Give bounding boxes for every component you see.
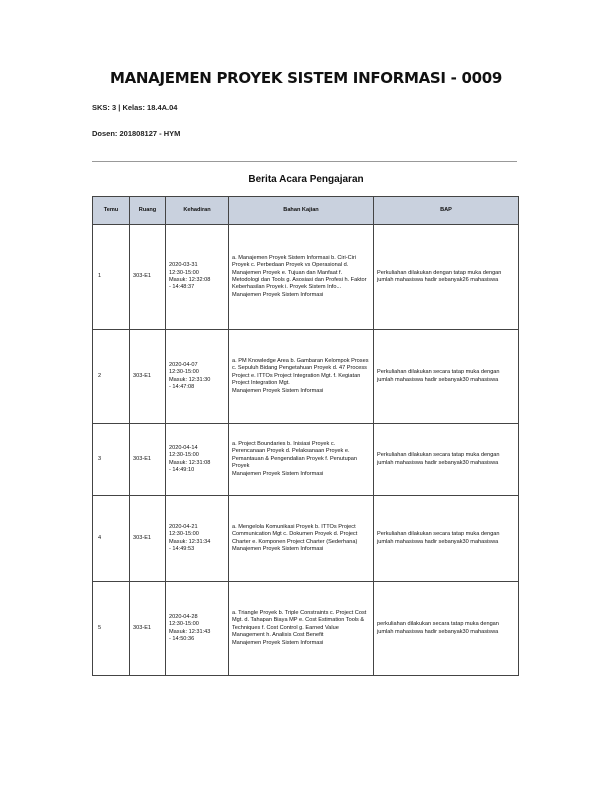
column-header-bap: BAP [374, 197, 519, 225]
kehadiran-date: 2020-04-07 [169, 361, 198, 368]
column-header-kehadiran: Kehadiran [166, 197, 229, 225]
cell-kehadiran [166, 225, 229, 330]
divider [92, 161, 517, 162]
sks-kelas-info: SKS: 3 | Kelas: 18.4A.04 [92, 103, 178, 112]
cell-temu: 5 [93, 582, 130, 676]
cell-temu: 3 [93, 424, 130, 496]
cell-temu: 1 [93, 225, 130, 330]
cell-ruang: 303-E1 [130, 330, 166, 424]
kehadiran-keluar: - 14:47:08 [169, 383, 195, 390]
cell-bahan-kajian [229, 496, 374, 582]
column-header-ruang: Ruang [130, 197, 166, 225]
bahan-kajian-text: a. Mengelola Komunikasi Proyek b. ITTOs Project Communication Mgt c. Dokumen Proyek d. Project Charter e. Komponen Project Charter (Sederhana) [232, 523, 358, 545]
bahan-kajian-text: a. Manajemen Proyek Sistem Informasi b. Ciri-Ciri Proyek c. Perbedaan Proyek vs Operasional d. Manajemen Proyek e. Tujuan dan Manfaat f. Metodologi dan Tools g. Asosiasi dan Profesi h. Faktor Keberhasilan Proyek i. Proyek Sistem Info... [232, 254, 367, 291]
kehadiran-keluar: - 14:50:36 [169, 635, 195, 642]
kehadiran-masuk: Masuk: 12:31:08 [169, 459, 211, 466]
column-header-bahan-kajian: Bahan Kajian [229, 197, 374, 225]
kehadiran-masuk: Masuk: 12:31:43 [169, 628, 211, 635]
kehadiran-time: 12:30-15:00 [169, 621, 199, 628]
cell-bahan-kajian [229, 330, 374, 424]
page-title: MANAJEMEN PROYEK SISTEM INFORMASI - 0009 [109, 69, 503, 87]
column-header-temu: Temu [93, 197, 130, 225]
kehadiran-keluar: - 14:48:37 [169, 284, 195, 291]
kehadiran-keluar: - 14:49:10 [169, 466, 195, 473]
cell-ruang: 303-E1 [130, 496, 166, 582]
cell-bahan-kajian [229, 582, 374, 676]
table-row [93, 225, 519, 330]
kehadiran-time: 12:30-15:00 [169, 452, 199, 459]
bahan-kajian-course: Manajemen Proyek Sistem Informasi [232, 387, 324, 394]
kehadiran-masuk: Masuk: 12:31:34 [169, 538, 211, 545]
bahan-kajian-text: a. Project Boundaries b. Inisiasi Proyek c. Perencanaan Proyek d. Pelaksanaan Proyek e. Pemantauan & Pengendalian Proyek f. Penutupan Proyek [232, 440, 358, 470]
cell-ruang: 303-E1 [130, 424, 166, 496]
cell-ruang: 303-E1 [130, 225, 166, 330]
cell-kehadiran [166, 424, 229, 496]
bahan-kajian-text: a. PM Knowledge Area b. Gambaran Kelompok Proses c. Sepuluh Bidang Pengetahuan Proyek d. 47 Process Project e. ITTOs Project Integration Mgt. f. Kegiatan Project Integration Mgt. [232, 357, 369, 387]
cell-bap: Perkuliahan dilakukan secara tatap muka dengan jumlah mahasiswa hadir sebanyak30 mahasiswa [374, 330, 519, 424]
bahan-kajian-course: Manajemen Proyek Sistem Informasi [232, 639, 324, 646]
cell-bahan-kajian [229, 424, 374, 496]
cell-bap: Perkuliahan dilakukan secara tatap muka dengan jumlah mahasiswa hadir sebanyak30 mahasiswa [374, 424, 519, 496]
cell-temu: 2 [93, 330, 130, 424]
bahan-kajian-text: a. Triangle Proyek b. Triple Constraints c. Project Cost Mgt. d. Tahapan Biaya MP e. Cost Estimation Tools & Techniques f. Cost Control g. Earned Value Management h. Analisis Cost Benefit [232, 609, 367, 639]
cell-kehadiran [166, 582, 229, 676]
kehadiran-time: 12:30-15:00 [169, 531, 199, 538]
table-row [93, 424, 519, 496]
section-title: Berita Acara Pengajaran [248, 174, 364, 185]
kehadiran-date: 2020-04-21 [169, 523, 198, 530]
kehadiran-keluar: - 14:49:53 [169, 545, 195, 552]
kehadiran-date: 2020-04-28 [169, 613, 198, 620]
kehadiran-time: 12:30-15:00 [169, 269, 199, 276]
kehadiran-time: 12:30-15:00 [169, 369, 199, 376]
table-header-row [93, 197, 519, 225]
bahan-kajian-course: Manajemen Proyek Sistem Informasi [232, 545, 324, 552]
table-row [93, 330, 519, 424]
table-row [93, 582, 519, 676]
dosen-info: Dosen: 201808127 - HYM [92, 129, 181, 138]
bahan-kajian-course: Manajemen Proyek Sistem Informasi [232, 291, 324, 298]
kehadiran-date: 2020-04-14 [169, 444, 198, 451]
cell-ruang: 303-E1 [130, 582, 166, 676]
bahan-kajian-course: Manajemen Proyek Sistem Informasi [232, 470, 324, 477]
cell-bahan-kajian [229, 225, 374, 330]
kehadiran-date: 2020-03-31 [169, 262, 198, 269]
table-row [93, 496, 519, 582]
cell-kehadiran [166, 496, 229, 582]
cell-temu: 4 [93, 496, 130, 582]
cell-kehadiran [166, 330, 229, 424]
kehadiran-masuk: Masuk: 12:32:08 [169, 277, 211, 283]
cell-bap: perkuliahan dilakukan secara tatap muka dengan jumlah mahasiswa hadir sebanyak30 mahasiswa [374, 582, 519, 676]
cell-bap: Perkuliahan dilakukan secara tatap muka dengan jumlah mahasiswa hadir sebanyak30 mahasiswa [374, 496, 519, 582]
bap-table [92, 196, 519, 676]
cell-bap: Perkuliahan dilakukan dengan tatap muka dengan jumlah mahasiswa hadir sebanyak26 mahasiswa [374, 225, 519, 330]
kehadiran-masuk: Masuk: 12:31:30 [169, 376, 211, 383]
